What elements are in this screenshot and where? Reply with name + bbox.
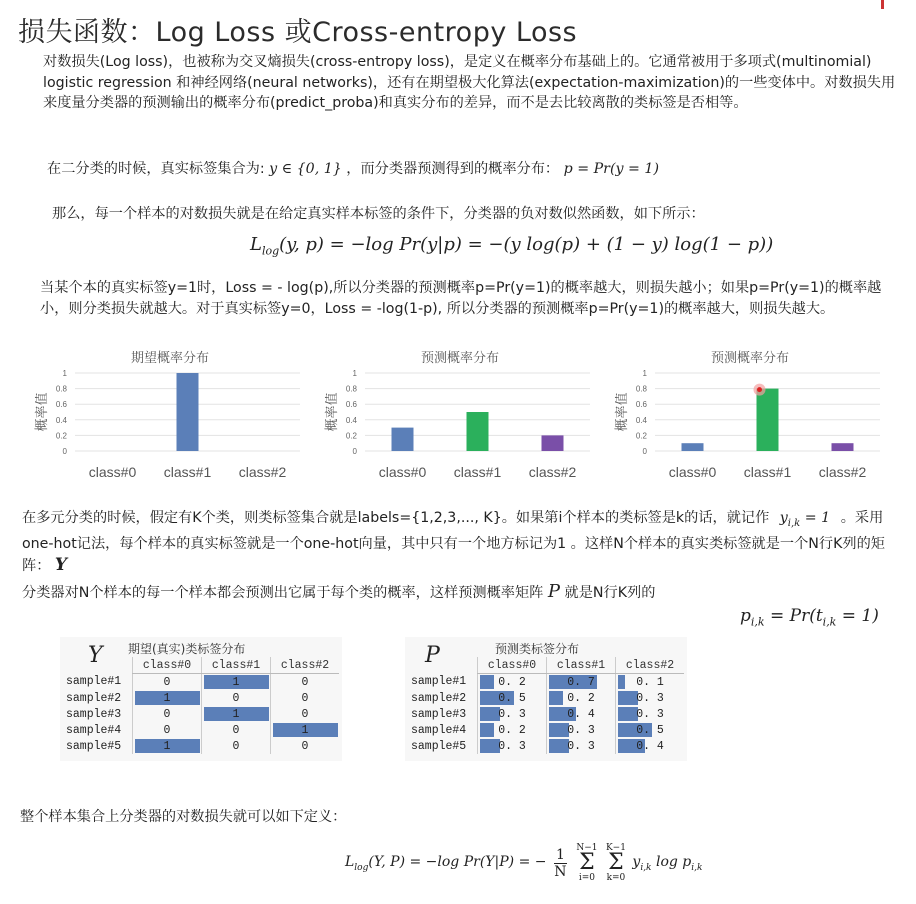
- y-tick-label: 0: [352, 447, 357, 456]
- y-tick-label: 0.6: [345, 400, 357, 410]
- matrix-cell: [202, 690, 271, 706]
- y-tick-label: 0: [62, 447, 67, 456]
- bar-class#1: [177, 373, 199, 451]
- row-label: sample#2: [66, 691, 122, 705]
- loss-explanation: 当某个本的真实标签y=1时，Loss = - log(p),所以分类器的预测概率p=Pr(y=1)的概率越大，则损失越小；如果p=Pr(y=1)的概率越小，则分类损失就越大。对于真实标签y=0，Loss = -log(1-p), 所以分类器的预测概率p=Pr(y=1)的概率越大，则损失越大。: [40, 280, 882, 317]
- cell-value: 0: [232, 723, 240, 737]
- cell-value: 0: [301, 739, 309, 753]
- predicted-prob-matrix: [405, 637, 687, 761]
- cell-value: 0. 2: [498, 675, 526, 689]
- binary-line-mid: ，而分类器预测得到的概率分布：: [346, 161, 560, 177]
- matrix-cell: [616, 690, 685, 706]
- chart-ylabel: 概率值: [34, 392, 49, 432]
- corner-cell: [62, 657, 133, 674]
- chart-title: 期望概率分布: [130, 350, 210, 365]
- y-tick-label: 0.8: [345, 384, 357, 394]
- cell-value: 0. 1: [636, 675, 664, 689]
- matrix-cell: [133, 690, 202, 706]
- chart-ylabel: 概率值: [324, 392, 339, 432]
- y-tick-label: 0: [642, 447, 647, 456]
- multiclass-paragraph: [22, 508, 902, 576]
- pik-equation: $p_{i,k} = Pr(t_{i,k} = 1)$: [740, 606, 879, 629]
- bar-class#1: [467, 412, 489, 451]
- prediction-line-end: 就是N行K列的: [564, 585, 656, 601]
- column-header: class#1: [547, 657, 616, 674]
- x-tick-label: class#2: [818, 464, 867, 480]
- column-header: class#2: [271, 657, 340, 674]
- matrix-cell: [547, 690, 616, 706]
- cell-value: 0. 3: [636, 691, 664, 705]
- prediction-line-text: 分类器对N个样本的每一个样本都会预测出它属于每个类的概率，这样预测概率矩阵: [22, 585, 544, 601]
- column-header: class#1: [202, 657, 271, 674]
- cell-fill-bar: [549, 691, 563, 705]
- row-label: sample#5: [411, 739, 467, 753]
- cell-value: 0: [232, 739, 240, 753]
- table-row: [407, 690, 684, 706]
- matrix-cell: [133, 674, 202, 691]
- chart-title: 预测概率分布: [420, 350, 500, 365]
- x-tick-label: class#1: [163, 464, 212, 480]
- onehot-equation: $y_{i,k} = 1$: [779, 510, 831, 529]
- cell-value: 0. 3: [636, 707, 664, 721]
- x-tick-label: class#2: [528, 464, 577, 480]
- row-label: sample#4: [411, 723, 467, 737]
- cell-fill-bar: [618, 675, 625, 689]
- x-tick-label: class#1: [453, 464, 502, 480]
- cell-value: 0: [301, 675, 309, 689]
- matrix-cell: [616, 722, 685, 738]
- intro-paragraph: 对数损失(Log loss)，也被称为交叉熵损失(cross-entropy loss)，是定义在概率分布基础上的。它通常被用于多项式(multinomial) logistic regression 和神经网络(neural networks)，还有在期望极大化算法(expectation-maximization)的一些变体中。对数损失用来度量分类器的预测输出的概率分布(predict_proba)和真实分布的差异，而不是去比较离散的类标签是否相等。: [43, 54, 896, 111]
- binary-probability: p = Pr(y = 1): [563, 161, 659, 177]
- page-title: 损失函数：Log Loss 或Cross-entropy Loss: [18, 17, 578, 48]
- cell-value: 0. 3: [567, 739, 595, 753]
- row-label: sample#3: [66, 707, 122, 721]
- matrix-cell: [616, 674, 685, 691]
- y-tick-label: 0.8: [635, 384, 647, 394]
- table-p-symbol: P: [425, 643, 440, 668]
- matrix-cell: [202, 738, 271, 754]
- matrix-cell: [478, 690, 547, 706]
- prediction-line: [22, 582, 655, 604]
- y-tick-label: 0.4: [55, 415, 67, 425]
- y-tick-label: 0.2: [635, 431, 647, 441]
- cell-fill-bar: [480, 675, 494, 689]
- row-label: sample#5: [66, 739, 122, 753]
- cell-value: 0: [301, 707, 309, 721]
- matrix-cell: [616, 706, 685, 722]
- cell-value: 0. 5: [636, 723, 664, 737]
- table-row: [62, 690, 339, 706]
- matrix-cell: [271, 674, 340, 691]
- cell-value: 1: [232, 675, 240, 689]
- table-row: [407, 722, 684, 738]
- table-p: [407, 657, 684, 754]
- matrix-cell: [202, 674, 271, 691]
- x-tick-label: class#1: [743, 464, 792, 480]
- y-tick-label: 0.4: [635, 415, 647, 425]
- cell-value: 0. 2: [567, 691, 595, 705]
- table-row: [62, 738, 339, 754]
- x-tick-label: class#0: [668, 464, 717, 480]
- cell-value: 0. 2: [498, 723, 526, 737]
- row-label: sample#2: [411, 691, 467, 705]
- multiclass-line2: 。采用one-hot记法，每个样本的真实标签就是一个one-hot向量，其中只有一个地方标记为1 。这样N个样本的真实类标签就是一个N行K列的矩阵：: [22, 510, 885, 574]
- matrix-cell: [478, 738, 547, 754]
- y-tick-label: 1: [642, 369, 647, 378]
- y-tick-label: 0.4: [345, 415, 357, 425]
- bar-class#2: [832, 443, 854, 451]
- matrix-cell: [133, 722, 202, 738]
- cell-value: 0. 3: [498, 707, 526, 721]
- matrix-cell: [478, 722, 547, 738]
- bar-class#0: [392, 428, 414, 451]
- cell-value: 1: [163, 739, 171, 753]
- matrix-y-symbol: Y: [54, 554, 68, 575]
- matrix-cell: [478, 706, 547, 722]
- y-tick-label: 0.8: [55, 384, 67, 394]
- multiclass-line1: 在多元分类的时候，假定有K个类，则类标签集合就是labels={1,2,3,..., K}。如果第i个样本的类标签是k的话，就记作: [22, 510, 770, 526]
- matrix-cell: [478, 674, 547, 691]
- y-tick-label: 0.6: [635, 400, 647, 410]
- y-tick-label: 0.6: [55, 400, 67, 410]
- cell-value: 0. 5: [498, 691, 526, 705]
- table-y: [62, 657, 339, 754]
- matrix-cell: [547, 722, 616, 738]
- y-tick-label: 1: [352, 369, 357, 378]
- cell-value: 0. 7: [567, 675, 595, 689]
- cell-value: 0: [301, 691, 309, 705]
- matrix-cell: [133, 738, 202, 754]
- matrix-cell: [547, 706, 616, 722]
- final-definition-line: 整个样本集合上分类器的对数损失就可以如下定义：: [20, 809, 347, 825]
- table-row: [62, 674, 339, 691]
- cell-value: 0. 3: [498, 739, 526, 753]
- matrix-cell: [133, 706, 202, 722]
- y-tick-label: 1: [62, 369, 67, 378]
- matrix-cell: [616, 738, 685, 754]
- cell-value: 0: [163, 723, 171, 737]
- x-tick-label: class#0: [378, 464, 427, 480]
- matrix-cell: [271, 722, 340, 738]
- matrix-cell: [547, 674, 616, 691]
- cell-value: 1: [301, 723, 309, 737]
- matrix-cell: [271, 706, 340, 722]
- matrix-cell: [547, 738, 616, 754]
- total-log-loss-equation: $L_{log}(Y$, P) = −log Pr(Y|P) = − $\frac{1}{N}$ N−1 Σ i=0 K−1 Σ k=0 $y_{i,k}$ $\log p_{i,k}$: [345, 843, 703, 883]
- bar-class#0: [682, 443, 704, 451]
- matrix-cell: [271, 690, 340, 706]
- x-tick-label: class#2: [238, 464, 287, 480]
- true-label-matrix: [60, 637, 342, 761]
- column-header: class#0: [478, 657, 547, 674]
- matrix-cell: [202, 722, 271, 738]
- row-label: sample#4: [66, 723, 122, 737]
- cell-value: 0. 3: [567, 723, 595, 737]
- y-tick-label: 0.2: [55, 431, 67, 441]
- binary-label-set: y ∈ {0, 1}: [269, 161, 342, 177]
- y-tick-label: 0.2: [345, 431, 357, 441]
- bar-class#1: [757, 389, 779, 451]
- sample-loss-line: 那么，每一个样本的对数损失就是在给定真实样本标签的条件下，分类器的负对数似然函数，如下所示：: [52, 206, 705, 222]
- table-row: [62, 706, 339, 722]
- table-p-title: 预测类标签分布: [495, 642, 580, 656]
- cell-value: 0: [163, 675, 171, 689]
- cell-value: 0. 4: [636, 739, 664, 753]
- table-row: [407, 738, 684, 754]
- row-label: sample#1: [411, 675, 467, 689]
- row-label: sample#3: [411, 707, 467, 721]
- red-edge-mark: [881, 0, 884, 9]
- cell-value: 1: [163, 691, 171, 705]
- binary-definition-line: [47, 159, 659, 180]
- column-header: class#2: [616, 657, 685, 674]
- x-tick-label: class#0: [88, 464, 137, 480]
- cell-fill-bar: [480, 723, 494, 737]
- matrix-cell: [271, 738, 340, 754]
- binary-line-prefix: 在二分类的时候，真实标签集合为:: [47, 161, 265, 177]
- bar-class#2: [542, 435, 564, 451]
- matrix-cell: [202, 706, 271, 722]
- column-header: class#0: [133, 657, 202, 674]
- table-y-title: 期望(真实)类标签分布: [128, 642, 246, 656]
- cell-value: 0: [232, 691, 240, 705]
- chart-ylabel: 概率值: [614, 392, 629, 432]
- table-y-symbol: Y: [88, 643, 103, 668]
- cursor-dot-icon: [757, 387, 762, 392]
- row-label: sample#1: [66, 675, 122, 689]
- cell-value: 0: [163, 707, 171, 721]
- table-row: [407, 706, 684, 722]
- table-row: [407, 674, 684, 691]
- matrix-p-symbol: P: [547, 581, 561, 602]
- table-row: [62, 722, 339, 738]
- cell-value: 1: [232, 707, 240, 721]
- binary-log-loss-equation: $L_{log}(y$, p) = −log Pr(y|p) = −(y log(p) + (1 − y) log(1 − p)): [250, 234, 774, 258]
- charts-row: [30, 345, 910, 495]
- chart-title: 预测概率分布: [710, 350, 790, 365]
- corner-cell: [407, 657, 478, 674]
- cell-value: 0. 4: [567, 707, 595, 721]
